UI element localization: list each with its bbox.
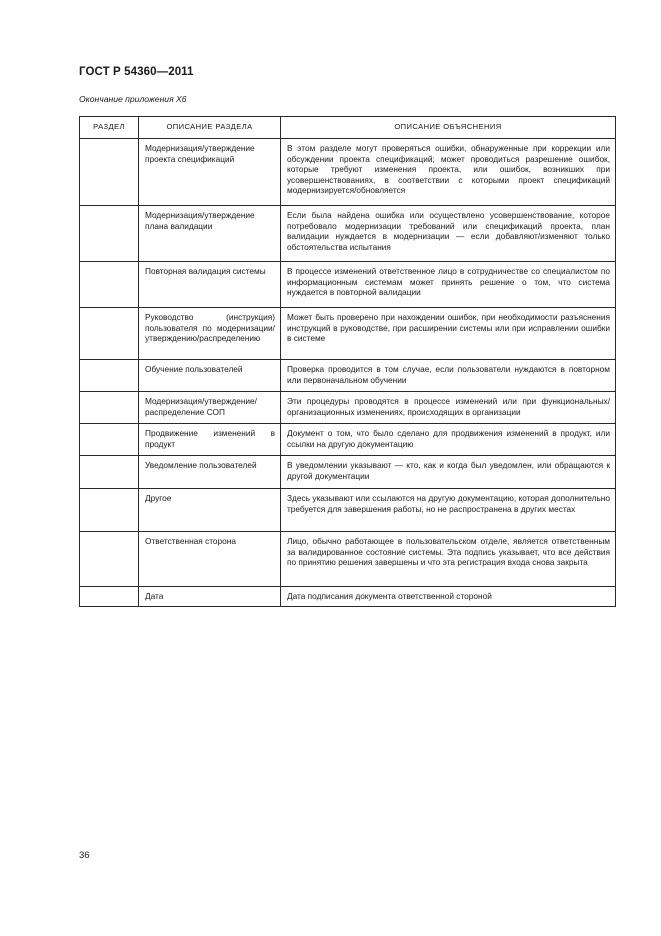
explanation-cell: Дата подписания документа ответственной стороной <box>281 587 616 607</box>
page-number: 36 <box>79 850 90 861</box>
appendix-caption: Окончание приложения Х6 <box>79 94 187 104</box>
section-cell <box>80 532 139 587</box>
explanation-cell: Эти процедуры проводятся в процессе изменений или при функциональных/организационных изменениях, происходящих в организации <box>281 392 616 424</box>
document-header: ГОСТ Р 54360—2011 <box>79 66 194 78</box>
table-row <box>80 392 616 424</box>
section-cell <box>80 489 139 532</box>
description-cell: Другое <box>139 489 281 532</box>
column-header-description: ОПИСАНИЕ РАЗДЕЛА <box>139 117 281 139</box>
section-cell <box>80 139 139 206</box>
explanation-cell: Проверка проводится в том случае, если пользователи нуждаются в повторном или первоначальном обучении <box>281 360 616 392</box>
column-header-explanation: ОПИСАНИЕ ОБЪЯСНЕНИЯ <box>281 117 616 139</box>
section-cell <box>80 308 139 360</box>
table-row <box>80 262 616 308</box>
description-cell: Уведомление пользователей <box>139 456 281 489</box>
description-cell: Модернизация/утверждение плана валидации <box>139 206 281 262</box>
table-row <box>80 456 616 489</box>
table-row <box>80 532 616 587</box>
table-row <box>80 587 616 607</box>
table-row <box>80 206 616 262</box>
appendix-table <box>79 116 616 607</box>
description-cell: Повторная валидация системы <box>139 262 281 308</box>
table-row <box>80 308 616 360</box>
explanation-cell: В уведомлении указывают — кто, как и когда был уведомлен, или обращаются к другой документации <box>281 456 616 489</box>
section-cell <box>80 262 139 308</box>
table-row <box>80 360 616 392</box>
column-header-section: РАЗДЕЛ <box>80 117 139 139</box>
table-row <box>80 424 616 456</box>
table-row <box>80 139 616 206</box>
description-cell: Ответственная сторона <box>139 532 281 587</box>
description-cell: Продвижение изменений в продукт <box>139 424 281 456</box>
explanation-cell: Может быть проверено при нахождении ошибок, при необходимости разъяснения инструкций в руководстве, при расширении системы или при исправлении ошибки в системе <box>281 308 616 360</box>
description-cell: Модернизация/утверждение/распределение СОП <box>139 392 281 424</box>
section-cell <box>80 206 139 262</box>
section-cell <box>80 587 139 607</box>
explanation-cell: Лицо, обычно работающее в пользовательском отделе, является ответственным за валидированное состояние системы. Эта подпись указывает, что все действия по принятию решения завершены и что эта регистрация входа снова закрыта <box>281 532 616 587</box>
explanation-cell: Документ о том, что было сделано для продвижения изменений в продукт, или ссылки на другую документацию <box>281 424 616 456</box>
section-cell <box>80 456 139 489</box>
explanation-cell: В процессе изменений ответственное лицо в сотрудничестве со специалистом по информационным системам может принять решение о том, что система нуждается в повторной валидации <box>281 262 616 308</box>
table-header-row <box>80 117 616 139</box>
description-cell: Руководство (инструкция) пользователя по модернизации/утверждению/распределению <box>139 308 281 360</box>
description-cell: Модернизация/утверждение проекта спецификаций <box>139 139 281 206</box>
explanation-cell: В этом разделе могут проверяться ошибки, обнаруженные при коррекции или обсуждении проекта спецификаций; может проводиться разрешение ошибок, которые требуют изменения проекта, или ошибок, возникших при усовершенствованиях, в соответствии с которыми проект спецификаций модернизируется/обновляется <box>281 139 616 206</box>
section-cell <box>80 392 139 424</box>
description-cell: Обучение пользователей <box>139 360 281 392</box>
section-cell <box>80 424 139 456</box>
explanation-cell: Здесь указывают или ссылаются на другую документацию, которая дополнительно требуется для завершения работы, но не распространена в других местах <box>281 489 616 532</box>
description-cell: Дата <box>139 587 281 607</box>
table-row <box>80 489 616 532</box>
explanation-cell: Если была найдена ошибка или осуществлено усовершенствование, которое потребовало модернизации требований или спецификаций проекта, план валидации нуждается в модернизации — если добавляют/изменяют только обстоятельства испытания <box>281 206 616 262</box>
section-cell <box>80 360 139 392</box>
